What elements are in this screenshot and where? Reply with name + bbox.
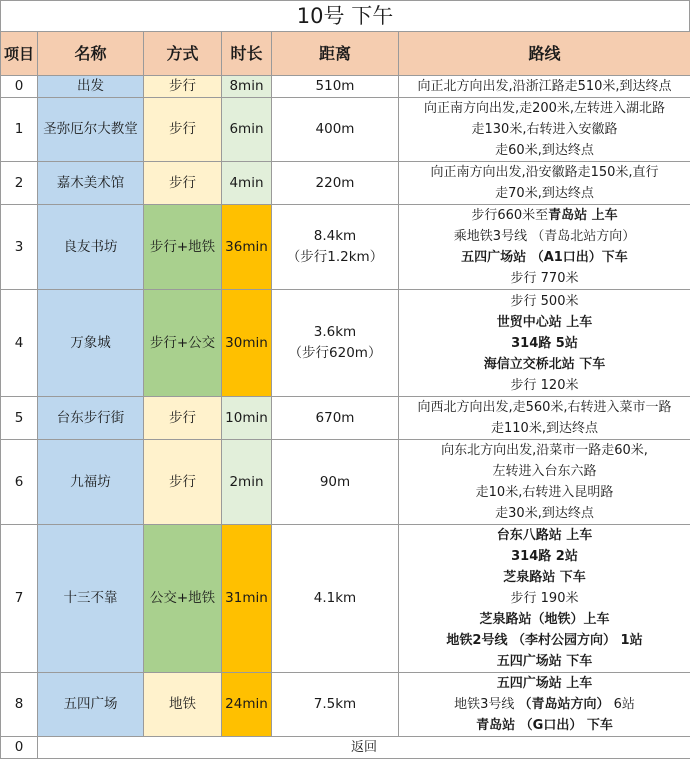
route-line: 芝泉路站 下车 [503,570,586,585]
distance-line: 400m [315,121,355,137]
route-line: 青岛站 （G口出） 下车 [476,718,613,733]
distance-line: 3.6km [313,324,357,340]
itinerary-row [1,162,690,205]
place-name: 圣弥厄尔大教堂 [38,98,144,162]
route-line: 五四广场站 （A1口出）下车 [461,250,628,265]
header-mode: 方式 [144,32,222,76]
distance-line: 670m [315,409,355,426]
travel-duration: 31min [222,525,272,673]
travel-distance [272,205,399,290]
distance-line: 90m [319,473,351,490]
return-label: 返回 [38,737,690,759]
route-line: 芝泉路站（地铁）上车 [479,612,610,627]
distance-line: （步行620m） [288,345,382,361]
route-line [401,205,688,226]
sheet-title: 10号 下午 [0,0,690,31]
route-line: 海信立交桥北站 下车 [483,356,606,372]
place-name: 台东步行街 [38,397,144,440]
header-name: 名称 [38,32,144,76]
travel-mode: 步行+地铁 [144,205,222,290]
row-index: 2 [1,162,38,205]
row-index: 5 [1,397,38,440]
travel-mode: 步行 [144,162,222,205]
header-distance: 距离 [272,32,399,76]
travel-distance [272,98,399,162]
route-line: 地铁2号线 （李村公园方向） 1站 [446,633,643,648]
itinerary-row [1,440,690,525]
route-text-bold: 青岛站 上车 [548,208,618,223]
route-line: 向东北方向出发,沿菜市一路走60米, [441,443,648,458]
place-name: 五四广场 [38,673,144,737]
place-name: 九福坊 [38,440,144,525]
itinerary-row [1,397,690,440]
route-line: 乘地铁3号线 （青岛北站方向） [453,229,636,244]
travel-distance [272,525,399,673]
itinerary-row [1,76,690,98]
route-directions [399,290,690,397]
row-index: 3 [1,205,38,290]
route-line: 向西北方向出发,走560米,右转进入菜市一路 [417,400,672,415]
route-line: 步行 770米 [510,271,579,286]
route-line: 五四广场站 下车 [496,654,593,669]
header-duration: 时长 [222,32,272,76]
route-line: 向正北方向出发,沿浙江路走510米,到达终点 [417,79,672,94]
route-line: 左转进入台东六路 [492,464,597,479]
travel-mode: 步行 [144,440,222,525]
route-line: 步行 120米 [510,377,579,393]
row-index: 8 [1,673,38,737]
route-line: 走130米,右转进入安徽路 [471,122,618,137]
header-row [1,32,690,76]
travel-distance [272,440,399,525]
distance-line: 510m [315,78,355,94]
route-line: 向正南方向出发,走200米,左转进入湖北路 [423,101,666,116]
place-name: 出发 [38,76,144,98]
route-line: 走10米,右转进入昆明路 [475,485,614,500]
itinerary-rows [1,76,690,737]
travel-distance [272,290,399,397]
travel-mode: 步行 [144,397,222,440]
route-text: 步行660米至 [471,208,549,223]
itinerary-row [1,205,690,290]
travel-distance [272,397,399,440]
itinerary-row [1,525,690,673]
itinerary-row [1,290,690,397]
route-directions [399,397,690,440]
travel-duration: 8min [222,76,272,98]
route-text-bold: （青岛站方向） [518,697,610,712]
travel-duration: 2min [222,440,272,525]
row-index: 1 [1,98,38,162]
row-index: 7 [1,525,38,673]
footer-index: 0 [1,737,38,759]
route-line: 走110米,到达终点 [491,421,598,436]
route-line: 向正南方向出发,沿安徽路走150米,直行 [430,165,659,180]
place-name: 嘉木美术馆 [38,162,144,205]
travel-duration: 36min [222,205,272,290]
route-line: 世贸中心站 上车 [496,314,593,330]
place-name: 良友书坊 [38,205,144,290]
route-line: 314路 5站 [511,335,578,351]
distance-line: （步行1.2km） [286,249,384,265]
travel-duration: 4min [222,162,272,205]
route-line: 五四广场站 上车 [496,676,593,691]
itinerary-row [1,673,690,737]
itinerary-table [0,31,690,759]
distance-line: 7.5km [313,696,357,712]
travel-mode: 步行 [144,98,222,162]
route-line: 步行 500米 [510,293,579,309]
row-index: 0 [1,76,38,98]
header-index: 项目 [1,32,38,76]
travel-duration: 30min [222,290,272,397]
route-directions [399,525,690,673]
route-line: 步行 190米 [510,591,579,606]
route-line: 走70米,到达终点 [495,186,594,201]
route-directions [399,76,690,98]
travel-mode: 地铁 [144,673,222,737]
travel-mode: 步行+公交 [144,290,222,397]
route-line: 台东八路站 上车 [496,528,593,543]
route-directions [399,205,690,290]
travel-duration: 6min [222,98,272,162]
travel-distance [272,673,399,737]
route-text: 6站 [609,697,635,712]
header-route: 路线 [399,32,690,76]
route-line: 走30米,到达终点 [495,506,594,521]
travel-duration: 10min [222,397,272,440]
route-line: 314路 2站 [511,549,578,564]
row-index: 6 [1,440,38,525]
route-line [401,694,688,715]
travel-mode: 公交+地铁 [144,525,222,673]
distance-line: 220m [315,174,355,191]
route-directions [399,440,690,525]
distance-line: 8.4km [313,228,357,244]
itinerary-row [1,98,690,162]
footer-row [1,737,690,759]
route-text: 地铁3号线 [454,697,519,712]
place-name: 万象城 [38,290,144,397]
travel-mode: 步行 [144,76,222,98]
route-line: 走60米,到达终点 [495,143,594,158]
distance-line: 4.1km [313,590,357,606]
travel-duration: 24min [222,673,272,737]
place-name: 十三不靠 [38,525,144,673]
row-index: 4 [1,290,38,397]
route-directions [399,673,690,737]
route-directions [399,98,690,162]
travel-distance [272,162,399,205]
route-directions [399,162,690,205]
travel-distance [272,76,399,98]
